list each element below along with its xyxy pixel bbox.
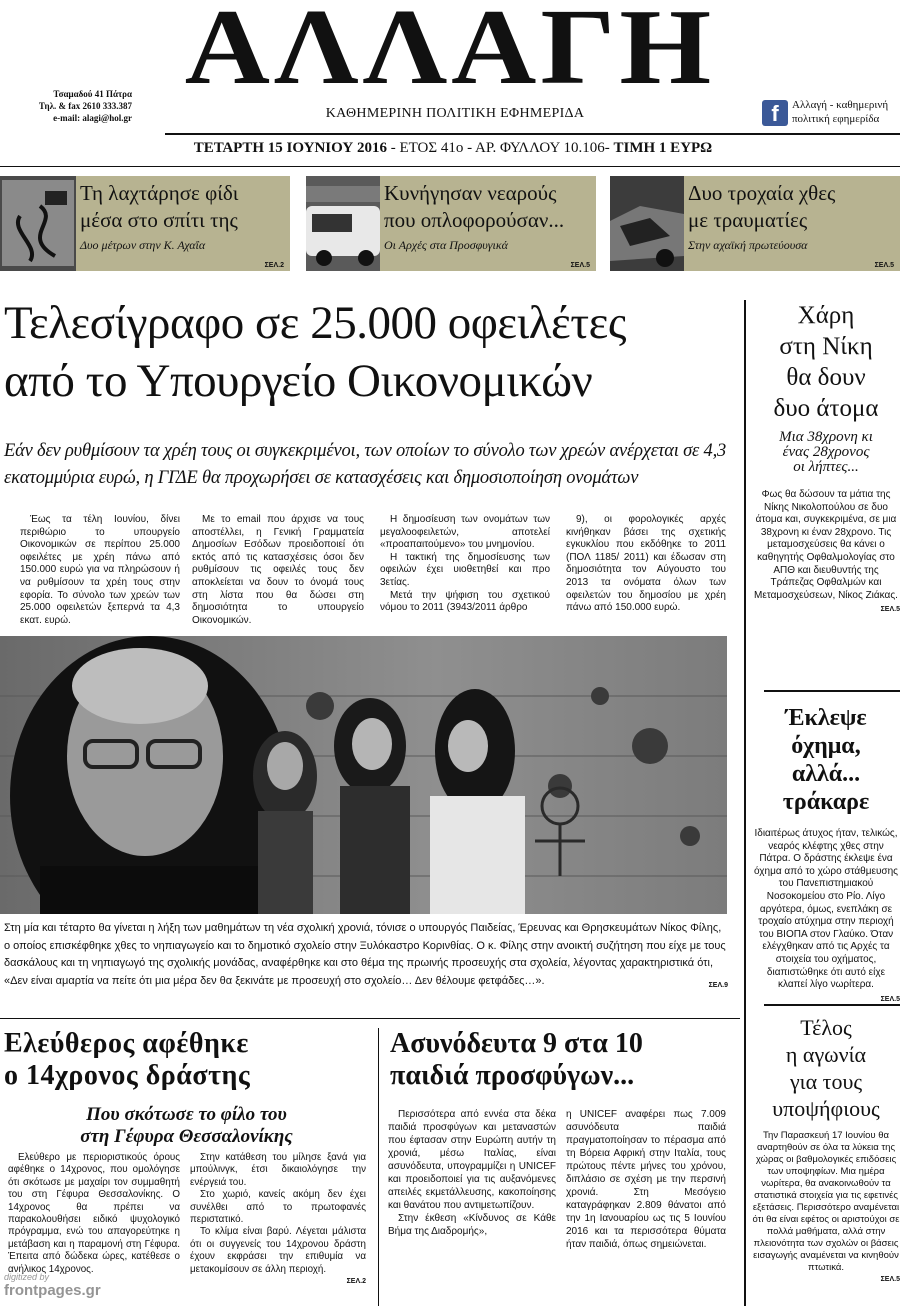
niki-headline <box>752 300 900 424</box>
lead-column-4 <box>566 514 726 615</box>
niki-sub-2: ένας 28χρονος <box>782 444 870 460</box>
teaser-snake-page: ΣΕΛ.2 <box>264 262 284 269</box>
lead-column-2-text: Με το email που άρχισε να τους αποστέλλει, η Γενική Γραμματεία Δημοσίων Εσόδων προειδοποιεί ότι εκτός από τις κατασχέσεις όσοι δεν ρυθμίσουν τις οφειλές τους δεν αποκλείεται να δουν το όνομά τους στη λίστα που θα δώσει στη δημοσιότητα το υπουργείο Οικονομικών. <box>192 514 364 626</box>
issue-price: ΤΙΜΗ 1 ΕΥΡΩ <box>613 140 713 156</box>
teaser-accidents-sub: Στην αχαϊκή πρωτεύουσα <box>688 238 808 252</box>
candidates-headline-3: για τους <box>789 1069 863 1094</box>
freed-teen-sub-2: στη Γέφυρα Θεσσαλονίκης <box>80 1126 293 1147</box>
candidates-headline-4: υποψήφιους <box>772 1096 880 1121</box>
refugee-children-headline-1: Ασυνόδευτα 9 στα 10 <box>390 1028 643 1059</box>
lead-column-3-text-a: Η δημοσίευση των ονομάτων των μεγαλοοφειλετών, αποτελεί «προαπαιτούμενο» του μνημονίου. <box>380 514 550 551</box>
teaser-accidents[interactable] <box>610 176 900 271</box>
sidebar-story-niki[interactable] <box>752 300 900 613</box>
sidebar-separator-1 <box>764 690 900 692</box>
refugee-children-headline <box>390 1028 740 1092</box>
theft-page: ΣΕΛ.5 <box>880 995 900 1003</box>
issue-number: - ΕΤΟΣ 41ο - ΑΡ. ΦΥΛΛΟΥ 10.106- <box>387 140 614 156</box>
teaser-accidents-title-1: Δυο τροχαία χθες <box>688 181 836 205</box>
lead-column-4-text: 9), οι φορολογικές αρχές κινήθηκαν βάσει της σχετικής εγκυκλίου που εκδόθηκε το 2011 (ΠΟΛ 1185/ 2011) και έδωσαν στη δημοσιότητα τον Αύγουστο του 2013 τα ονόματα όλων των οφειλετών του δημοσίου με χρέη πάνω από 150.000 ευρώ. <box>566 514 726 614</box>
teaser-armed-title-2: που οπλοφορούσαν... <box>384 208 565 232</box>
refugee-children-column-2-text: η UNICEF αναφέρει πως 7.009 ασυνόδευτα παιδιά πραγματοποίησαν το πέρασμα από τη Βόρεια Αφρική στην Ιταλία, τους πρώτους πέντε μήνες του χρόνου, διπλάσιο σε σχέση με την περσινή χρονιά. Στη Μεσόγειο καταγράφηκαν 2.809 θάνατοι από την 1η Ιανουαρίου ως τις 5 Ιουνίου 2016 και τα περισσότερα θύματα ήταν παιδιά, όπως σημειώνεται. <box>566 1109 726 1250</box>
freed-teen-column-1 <box>8 1152 180 1276</box>
watermark <box>4 1272 124 1299</box>
photo-caption-page: ΣΕΛ.9 <box>708 981 728 989</box>
facebook-icon: f <box>762 100 788 126</box>
teaser-crash-photo <box>610 176 684 271</box>
dateline <box>168 140 738 157</box>
dateline-divider <box>0 166 900 167</box>
masthead-divider <box>165 133 900 135</box>
theft-body: Ιδιαιτέρως άτυχος ήταν, τελικώς, νεαρός κλέφτης χθες στην Πάτρα. Ο δράστης έκλεψε ένα όχημα από το χώρο στάθμευσης του Πανεπιστημιακού Νοσοκομείου στο Ρίο. Λίγο αργότερα, όμως, ενεπλάκη σε τροχαίο ατύχημα στην περιοχή του ΒΙΟΠΑ στον Γλαύκο. Όταν ελέγχθηκαν από τις Αρχές τα στοιχεία του οχήματος, διαπιστώθηκε ότι αυτό είχε κλαπεί λίγο νωρίτερα. <box>754 828 898 991</box>
lead-column-3-text-c: Μετά την ψήφιση του σχετικού νόμου το 2011 (3943/2011 άρθρο <box>380 589 550 614</box>
facebook-line-1: Αλλαγή - καθημερινή <box>792 99 889 111</box>
lead-column-1 <box>20 514 180 627</box>
candidates-headline <box>752 1014 900 1122</box>
candidates-headline-1: Τέλος <box>800 1015 852 1040</box>
newspaper-subtitle: ΚΑΘΗΜΕΡΙΝΗ ΠΟΛΙΤΙΚΗ ΕΦΗΜΕΡΙΔΑ <box>325 106 585 121</box>
bottom-column-divider <box>378 1028 379 1306</box>
niki-headline-1: Χάρη <box>797 302 855 329</box>
lead-column-2 <box>192 514 364 627</box>
lead-column-3-text-b: Η τακτική της δημοσίευσης των οφειλών έχει υιοθετηθεί και προ 3ετίας. <box>380 551 550 588</box>
sidebar-story-theft[interactable] <box>752 704 900 1003</box>
niki-headline-4: δυο άτομα <box>773 395 879 422</box>
candidates-headline-2: η αγωνία <box>785 1042 867 1067</box>
minister-school-photo <box>0 636 727 914</box>
photo-caption <box>4 920 728 994</box>
theft-headline-2: όχημα, <box>791 733 861 759</box>
issue-date: ΤΕΤΑΡΤΗ 15 ΙΟΥΝΙΟΥ 2016 <box>193 140 387 156</box>
photo-caption-text: Στη μία και τέταρτο θα γίνεται η λήξη των μαθημάτων τη νέα σχολική χρονιά, τόνισε ο υπουργός Παιδείας, Έρευνας και Θρησκευμάτων Νίκος Φίλης, ο οποίος επισκέφθηκε χθες το νηπιαγωγείο και το δημοτικό σχολείο στην Ξυλόκαστρο Κορινθίας. Ο κ. Φίλης στην ανοικτή συζήτηση που είχε με τους δασκάλους και τη νηπιαγωγό της σχολικής μονάδας, αναφέρθηκε και στο θέμα της πρωινής προσευχής στα σχολεία, λέγοντας χαρακτηριστικά ότι, «Δεν είναι αμαρτία να πείτε ότι μια μέρα δεν θα ξεκινάτε με προσευχή στο σχολείο… Δεν θέλουμε φετφάδες…». <box>4 922 726 987</box>
freed-teen-column-2-text-a: Στην κατάθεση του μίλησε ξανά για μπούλινγκ, έτσι δικαιολόγησε την ενέργειά του. <box>190 1152 366 1188</box>
teaser-armed-page: ΣΕΛ.5 <box>570 262 590 269</box>
niki-headline-3: θα δουν <box>786 364 866 391</box>
sidebar-divider <box>744 300 746 1306</box>
lead-photo <box>0 636 727 914</box>
sidebar-story-candidates[interactable] <box>752 1014 900 1283</box>
freed-teen-headline <box>4 1028 369 1092</box>
address-street: Τσαμαδού 41 Πάτρα <box>53 89 132 99</box>
freed-teen-column-1-text: Ελεύθερο με περιοριστικούς όρους αφέθηκε ο 14χρονος, που ομολόγησε ότι σκότωσε με μαχαίρι τον συμμαθητή του στη Γέφυρα Θεσσαλονίκης. Ο 14χρονος θα πρέπει να παρακολουθήσει ειδικό ψυχολογικό πρόγραμμα, ενώ του απαγορεύτηκε η μετάβαση και η παραμονή στη Γέφυρα. Έπειτα από δώδεκα ώρες, κατέθεσε ο ανήλικος 14χρονος. <box>8 1152 180 1275</box>
freed-teen-headline-1: Ελεύθερος αφέθηκε <box>4 1028 249 1059</box>
refugee-children-column-1 <box>388 1108 556 1238</box>
theft-headline-3: αλλά... <box>791 761 861 787</box>
freed-teen-column-2 <box>190 1152 366 1288</box>
niki-page: ΣΕΛ.5 <box>880 606 900 614</box>
refugee-children-column-2 <box>566 1108 726 1251</box>
watermark-line-2: frontpages.gr <box>4 1282 101 1299</box>
candidates-body: Την Παρασκευή 17 Ιουνίου θα αναρτηθούν σε όλα τα λύκεια της χώρας οι βαθμολογικές επιδόσεις των υποψηφίων. Μια ημέρα νωρίτερα, θα ανακοινωθούν τα στατιστικά στοιχεία για τις εφετινές εξετάσεις. Περισσότερο αναμένεται ότι θα είναι εφέτος οι αριστούχοι σε πολλά μαθήματα, αλλά στην πλειονότητα των σχολών οι βάσεις εισαγωγής αναμένεται να κινηθούν πτωτικά. <box>752 1130 900 1273</box>
contact-address <box>22 88 132 124</box>
lead-headline <box>4 294 734 410</box>
freed-teen-headline-2: ο 14χρονος δράστης <box>4 1060 251 1091</box>
refugee-children-column-1-text-b: Στην έκθεση «Κίνδυνος σε Κάθε Βήμα της Διαδρομής», <box>388 1213 556 1237</box>
sidebar-separator-2 <box>764 1004 900 1006</box>
lead-headline-line-1: Τελεσίγραφο σε 25.000 οφειλέτες <box>4 297 627 349</box>
facebook-line-2: πολιτική εφημερίδα <box>792 113 880 125</box>
address-email: e-mail: alagi@hol.gr <box>53 113 132 123</box>
teaser-armed-youths[interactable] <box>306 176 596 271</box>
facebook-link[interactable] <box>762 98 900 130</box>
teaser-police-car-photo <box>306 176 380 271</box>
niki-sub-3: οι λήπτες... <box>793 459 859 475</box>
niki-subhead <box>752 430 900 475</box>
freed-teen-column-2-text-c: Το κλίμα είναι βαρύ. Λέγεται μάλιστα ότι οι συγγενείς του 14χρονου δράστη έχουν εκφράσει την επιθυμία να μετακομίσουν σε άλλη περιοχή. <box>190 1226 366 1275</box>
teaser-accidents-title-2: με τραυματίες <box>688 208 808 232</box>
teaser-snake-sub: Δυο μέτρων στην Κ. Αχαΐα <box>80 238 206 252</box>
freed-teen-page: ΣΕΛ.2 <box>346 1278 366 1286</box>
niki-headline-2: στη Νίκη <box>779 333 873 360</box>
teaser-armed-title-1: Κυνήγησαν νεαρούς <box>384 181 557 205</box>
teaser-snake[interactable] <box>0 176 290 271</box>
teaser-snake-photo <box>0 176 76 271</box>
freed-teen-subhead <box>4 1104 369 1148</box>
watermark-line-1: digitized by <box>4 1272 50 1282</box>
address-phone: Τηλ. & fax 2610 333.387 <box>38 101 132 111</box>
freed-teen-column-2-text-b: Στο χωριό, κανείς ακόμη δεν έχει συνέλθει από το πρωτοφανές περιστατικό. <box>190 1189 366 1226</box>
theft-headline-4: τράκαρε <box>782 789 870 815</box>
refugee-children-headline-2: παιδιά προσφύγων... <box>390 1060 635 1091</box>
lead-subhead: Εάν δεν ρυθμίσουν τα χρέη τους οι συγκεκριμένοι, των οποίων το σύνολο των χρεών ανέρχεται σε 4,3 εκατομμύρια ευρώ, η ΓΓΔΕ θα προχωρήσει σε κατασχέσεις και δημοσιοποίηση ονομάτων <box>4 441 727 488</box>
teaser-armed-sub: Οι Αρχές στα Προσφυγικά <box>384 238 508 252</box>
lead-column-3 <box>380 514 550 615</box>
teaser-snake-title-2: μέσα στο σπίτι της <box>80 208 238 232</box>
niki-sub-1: Μια 38χρονη κι <box>779 429 873 445</box>
bottom-divider <box>0 1018 740 1019</box>
refugee-children-column-1-text-a: Περισσότερα από εννέα στα δέκα παιδιά προσφύγων και μεταναστών που έφτασαν στην Ευρώπη αυτήν τη χρονιά, μέσω Ιταλίας, είναι ασυνόδευτα, υπογραμμίζει η UNICEF και προειδοποιεί για τις αυξανόμενες απειλές εκμετάλλευσης, κακοποίησης και θανάτου που αντιμετωπίζουν. <box>388 1109 556 1211</box>
theft-headline-1: Έκλεψε <box>785 705 867 731</box>
freed-teen-sub-1: Που σκότωσε το φίλο του <box>86 1104 287 1125</box>
teaser-snake-title-1: Τη λαχτάρησε φίδι <box>80 181 239 205</box>
lead-column-1-text: Έως τα τέλη Ιουνίου, δίνει περιθώριο το υπουργείο Οικονομικών σε περίπου 25.000 οφειλέτες με χρέη πάνω από 150.000 ευρώ για να πληρώσουν ή να ρυθμίσουν τα χρέη τους στην εφορία. Το σύνολο των χρεών των 25.000 οφειλετών ξεπερνά τα 4,3 εκατ. ευρώ. <box>20 514 180 626</box>
niki-body: Φως θα δώσουν τα μάτια της Νίκης Νικολοπούλου σε δυο άτομα και, συγκεκριμένα, σε μια 38χρονη κι έναν 28χρονο. Τις μεταμοσχεύσεις θα κάνει ο καθηγητής Οφθαλμολογίας στο ΑΠΘ και διευθυντής της Τράπεζας Οφθαλμών και Μεταμοσχεύσεων, Νίκος Ζιάκας. <box>754 489 898 601</box>
candidates-page: ΣΕΛ.5 <box>880 1276 900 1283</box>
lead-headline-line-2: από το Υπουργείο Οικονομικών <box>4 355 593 407</box>
newspaper-logo: ΑΛΛΑΓΗ <box>184 0 716 108</box>
teaser-accidents-page: ΣΕΛ.5 <box>874 262 894 269</box>
theft-headline <box>752 704 900 816</box>
